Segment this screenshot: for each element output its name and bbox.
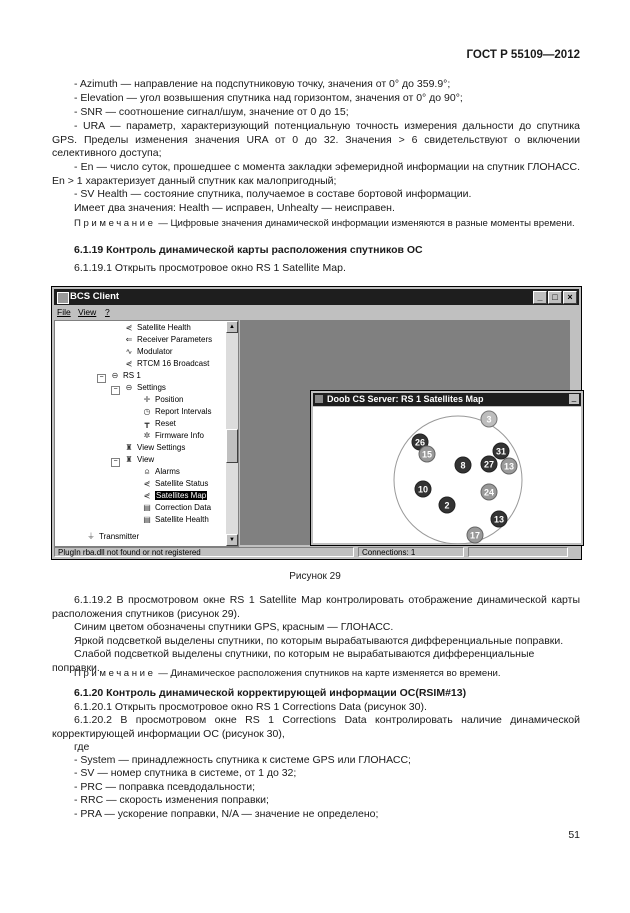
collapse-toggle[interactable]: − [111, 458, 120, 467]
scroll-up-icon[interactable]: ▲ [226, 321, 238, 333]
satellites-map-window[interactable] [310, 390, 584, 546]
note [52, 217, 580, 231]
reset-icon: ┳ [144, 419, 150, 428]
svg-text:17: 17 [469, 530, 481, 541]
menu-help[interactable]: ? [105, 307, 110, 317]
satellite-marker [501, 458, 517, 474]
document-icon: ▤ [143, 515, 151, 524]
tree-item[interactable]: ⋞ Satellite Status [139, 479, 208, 488]
menubar [54, 306, 579, 319]
tree-item[interactable]: ⍝ Alarms [139, 467, 180, 477]
broadcast-icon: ⋞ [125, 359, 133, 368]
satellite-marker [455, 457, 471, 473]
app-title: BCS Client [70, 291, 120, 302]
satellite-marker [481, 484, 497, 500]
satellite-map [313, 407, 581, 543]
map-window-titlebar [313, 393, 581, 406]
modulator-icon: ∿ [125, 347, 133, 356]
tree-item[interactable]: ⇐ Receiver Parameters [121, 335, 212, 344]
page-header: ГОСТ Р 55109—2012 [466, 49, 580, 61]
note [52, 667, 580, 681]
satellite-marker [467, 527, 483, 543]
tree-item[interactable]: ▤ Satellite Health [139, 515, 209, 524]
list-item: - System — принадлежность спутника к системе GPS или ГЛОНАСС; [74, 754, 411, 766]
paragraph: Слабой подсветкой выделены спутники, по которым не вырабатываются дифференциальные поправки. [52, 648, 535, 674]
status-message: PlugIn rba.dll not found or not registered [54, 547, 354, 557]
svg-text:13: 13 [493, 514, 505, 525]
svg-text:15: 15 [421, 449, 433, 460]
tree-item[interactable]: ⏚ Transmitter [83, 531, 139, 542]
tree-item[interactable]: ▤ Correction Data [139, 503, 211, 512]
note-label: Примечание [74, 668, 156, 679]
paragraph: где [74, 741, 90, 753]
tree-item[interactable]: ♜ View Settings [121, 443, 185, 452]
paragraph: 6.1.20.1 Открыть просмотровое окно RS 1 Corrections Data (рисунок 30). [74, 701, 427, 713]
svg-text:10: 10 [417, 484, 429, 495]
tree-item[interactable]: ⋞ RTCM 16 Broadcast [121, 359, 209, 368]
svg-text:3: 3 [486, 414, 492, 425]
tree-view[interactable] [54, 320, 239, 547]
page-number: 51 [568, 829, 580, 841]
bcs-client-screenshot [51, 286, 582, 560]
svg-text:27: 27 [483, 459, 495, 470]
list-item: - SV — номер спутника в системе, от 1 до 32; [74, 767, 297, 779]
paragraph: 6.1.19.2 В просмотровом окне RS 1 Satellite Map контролировать отображение динамической карты расположения спутников (рисунок 29). [52, 594, 580, 620]
list-item: Имеет два значения: Health — исправен, Unhealty — неисправен. [74, 202, 395, 214]
section-heading: 6.1.19 Контроль динамической карты расположения спутников ОС [74, 244, 423, 256]
list-item: - SV Health — состояние спутника, получаемое в составе бортовой информации. [74, 188, 472, 200]
sky-plot [313, 407, 579, 544]
app-icon [57, 292, 69, 304]
svg-text:24: 24 [483, 487, 495, 498]
minimize-button[interactable]: _ [533, 291, 547, 304]
station-icon: ⊖ [111, 371, 119, 380]
close-button[interactable]: × [563, 291, 577, 304]
tree-scrollbar[interactable] [226, 321, 238, 546]
paragraph: Синим цветом обозначены спутники GPS, красным — ГЛОНАСС. [74, 621, 394, 633]
firmware-icon: ✲ [143, 431, 151, 440]
clock-icon: ◷ [143, 407, 151, 416]
tree-item[interactable]: ⊖ Settings [121, 383, 166, 392]
svg-text:8: 8 [460, 460, 466, 471]
list-item: - Azimuth — направление на подспутниковую точку, значения от 0° до 359.9°; [74, 78, 451, 90]
status-pane [468, 547, 568, 557]
binoculars-icon: ♜ [125, 455, 133, 464]
list-item: - En — число суток, прошедшее с момента закладки эфемеридной информации на спутник ГЛОНАСС. En > 1 характеризует данный спутник как малопригодный; [52, 161, 580, 187]
paragraph: 6.1.19.1 Открыть просмотровое окно RS 1 Satellite Map. [74, 262, 346, 274]
list-item: - Elevation — угол возвышения спутника над горизонтом, значения от 0° до 90°; [74, 92, 463, 104]
collapse-toggle[interactable]: − [97, 374, 106, 383]
note-label: Примечание [74, 218, 156, 229]
satellite-icon: ⋞ [125, 323, 133, 332]
position-icon: ✛ [143, 395, 151, 404]
tree-item[interactable]: ∿ Modulator [121, 347, 173, 356]
section-heading: 6.1.20 Контроль динамической корректирующей информации ОС(RSIM#13) [74, 687, 467, 699]
satellite-icon: ⋞ [143, 479, 151, 488]
tree-item-selected[interactable]: ⋞ Satellites Map [139, 491, 207, 500]
alarm-icon: ⍝ [144, 467, 150, 476]
satellite-marker [481, 456, 497, 472]
menu-view[interactable]: View [78, 307, 97, 317]
tree-item[interactable]: ⋞ Satellite Health [121, 323, 191, 332]
svg-text:31: 31 [495, 446, 507, 457]
connections-count: Connections: 1 [358, 547, 464, 557]
map-window-icon [315, 395, 323, 403]
satellite-icon: ⋞ [143, 491, 151, 500]
satellite-marker [419, 446, 435, 462]
tree-item[interactable]: ⊖ RS 1 [107, 371, 141, 380]
list-item: - RRC — скорость изменения поправки; [74, 794, 269, 806]
receiver-icon: ⇐ [125, 335, 133, 344]
tree-item[interactable]: ┳ Reset [139, 419, 176, 428]
map-window-title: Doob CS Server: RS 1 Satellites Map [327, 394, 484, 404]
collapse-toggle[interactable]: − [111, 386, 120, 395]
tree-item[interactable]: ◷ Report Intervals [139, 407, 211, 416]
satellite-marker [493, 443, 509, 459]
tree-item[interactable]: ✛ Position [139, 395, 183, 404]
note-text: — Цифровые значения динамической информации изменяются в разные моменты времени. [155, 218, 575, 229]
paragraph: 6.1.20.2 В просмотровом окне RS 1 Corrections Data контролировать наличие динамической корректирующей информации ОС (рисунок 30), [52, 714, 580, 740]
satellite-marker [491, 511, 507, 527]
satellite-marker [415, 481, 431, 497]
paragraph: Яркой подсветкой выделены спутники, по которым вырабатываются дифференциальные поправки. [74, 635, 564, 647]
satellite-marker [481, 411, 497, 427]
maximize-button[interactable]: □ [548, 291, 562, 304]
binoculars-icon: ♜ [125, 443, 133, 452]
status-bar [54, 546, 579, 559]
svg-text:13: 13 [503, 461, 515, 472]
list-item: - PRC — поправка псевдодальности; [74, 781, 255, 793]
settings-icon: ⊖ [125, 383, 133, 392]
app-titlebar [54, 289, 579, 305]
figure-caption: Рисунок 29 [289, 571, 341, 582]
tree-item[interactable]: ✲ Firmware Info [139, 431, 204, 440]
scroll-down-icon[interactable]: ▼ [226, 534, 238, 546]
satellite-marker [439, 497, 455, 513]
list-item: - SNR — соотношение сигнал/шум, значение от 0 до 15; [74, 106, 349, 118]
document-icon: ▤ [143, 503, 151, 512]
list-item: - PRA — ускорение поправки, N/A — значение не определено; [74, 808, 379, 820]
svg-text:26: 26 [414, 437, 426, 448]
scroll-thumb[interactable] [226, 429, 238, 463]
svg-text:2: 2 [444, 500, 450, 511]
transmitter-icon: ⏚ [87, 532, 95, 541]
map-minimize-button[interactable]: _ [569, 394, 579, 404]
note-text: — Динамическое расположения спутников на карте изменяется во времени. [155, 668, 501, 679]
tree-item[interactable]: ♜ View [121, 455, 154, 464]
menu-file[interactable]: File [57, 307, 71, 317]
list-item: - URA — параметр, характеризующий потенциальную точность измерения дальности до спутника GPS. Пределы изменения значения URA от 0 до 32. Значения > 6 свидетельствуют о включении селективного доступа; [52, 120, 580, 159]
